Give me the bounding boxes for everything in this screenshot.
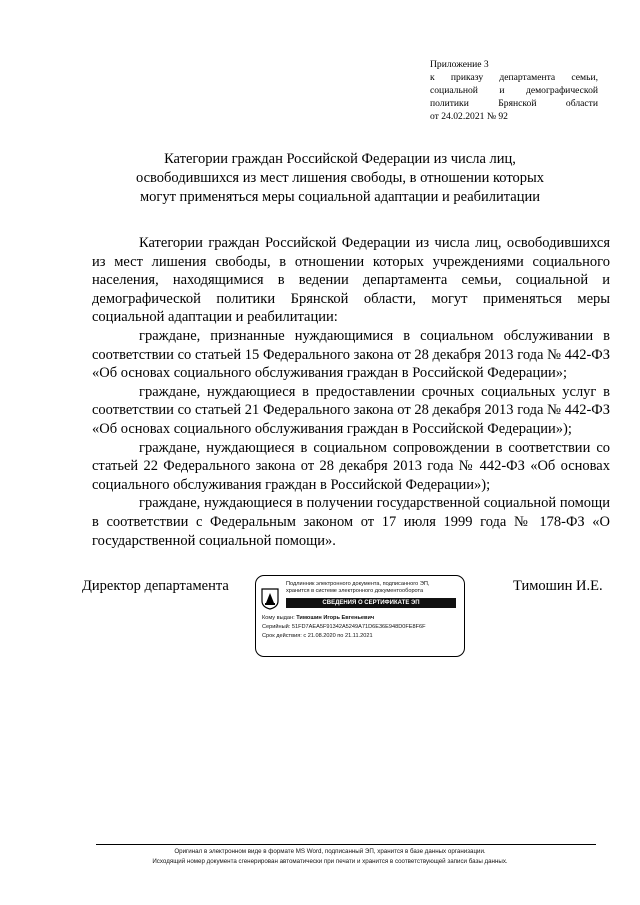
validity-label: Срок действия: (262, 633, 302, 639)
title-line: освободившихся из мест лишения свободы, в отношении которых (135, 170, 545, 186)
appendix-line: политики Брянской области (430, 98, 598, 109)
appendix-line: к приказу департамента семьи, (430, 72, 598, 83)
stamp-note (286, 581, 458, 595)
title-line: могут применяться меры социальной адаптации и реабилитации (139, 189, 541, 205)
issued-to: Тимошин Игорь Евгеньевич (296, 615, 375, 621)
signature-position: Директор департамента (82, 578, 229, 594)
appendix-line: от 24.02.2021 № 92 (430, 111, 508, 122)
serial-value: 51FD7AEA5F91342A5249A71D6E36E948D0FE8F6F (291, 624, 426, 630)
validity-value: с 21.08.2020 по 21.11.2021 (303, 633, 373, 639)
body-paragraph: граждане, нуждающиеся в социальном сопровождении в соответствии со статьей 22 Федерального закона от 28 декабря 2013 года № 442-ФЗ «Об основах социального обслуживания граждан в Российской Федерации»); (92, 439, 610, 493)
stamp-serial-row (262, 623, 462, 632)
footer-line: Оригинал в электронном виде в формате MS Word, подписанный ЭП, хранится в базе данных организации. (174, 848, 486, 855)
issued-label: Кому выдан: (262, 615, 295, 621)
body-paragraph: граждане, нуждающиеся в получении государственной социальной помощи в соответствии с Федеральным законом от 17 июля 1999 года № 178-ФЗ «О государственной социальной помощи». (92, 495, 610, 549)
serial-label: Серийный: (262, 624, 291, 630)
footer-divider (96, 844, 596, 845)
body-paragraph: Категории граждан Российской Федерации из числа лиц, освободившихся из мест лишения свободы, в отношении которых учреждениями социального населения, находящимися в ведении департамента семьи, социальной и демографической политики Брянской области, могут применяться меры социальной адаптации и реабилитации: (92, 235, 610, 326)
coat-of-arms-icon (261, 588, 279, 610)
body-paragraph: граждане, признанные нуждающимися в социальном обслуживании в соответствии со статьей 15 Федерального закона от 28 декабря 2013 года № 442-ФЗ «Об основах социального обслуживания граждан в Российской Федерации»; (92, 327, 610, 382)
stamp-header: СВЕДЕНИЯ О СЕРТИФИКАТЕ ЭП (286, 598, 456, 608)
footer (60, 847, 600, 867)
appendix-block (430, 58, 598, 123)
stamp-issued-row (262, 614, 462, 623)
stamp-details (262, 614, 462, 641)
document-body (92, 234, 610, 550)
stamp-validity-row (262, 632, 462, 641)
signature-name: Тимошин И.Е. (513, 578, 603, 594)
appendix-line: Приложение 3 (430, 59, 489, 70)
title-line: Категории граждан Российской Федерации из числа лиц, (164, 151, 516, 167)
appendix-line: социальной и демографической (430, 85, 598, 96)
body-paragraph: граждане, нуждающиеся в предоставлении срочных социальных услуг в соответствии со статьей 21 Федерального закона от 28 декабря 2013 года № 442-ФЗ «Об основах социального обслуживания граждан в Российской Федерации»); (92, 383, 610, 437)
digital-signature-stamp (255, 575, 465, 657)
document-title (60, 150, 620, 207)
footer-line: Исходящий номер документа сгенерирован автоматически при печати и хранится в соответствующей записи базы данных. (152, 858, 508, 865)
stamp-note-line: Подлинник электронного документа, подписанного ЭП, (286, 581, 430, 587)
stamp-note-line: хранится в системе электронного документооборота (286, 588, 424, 594)
